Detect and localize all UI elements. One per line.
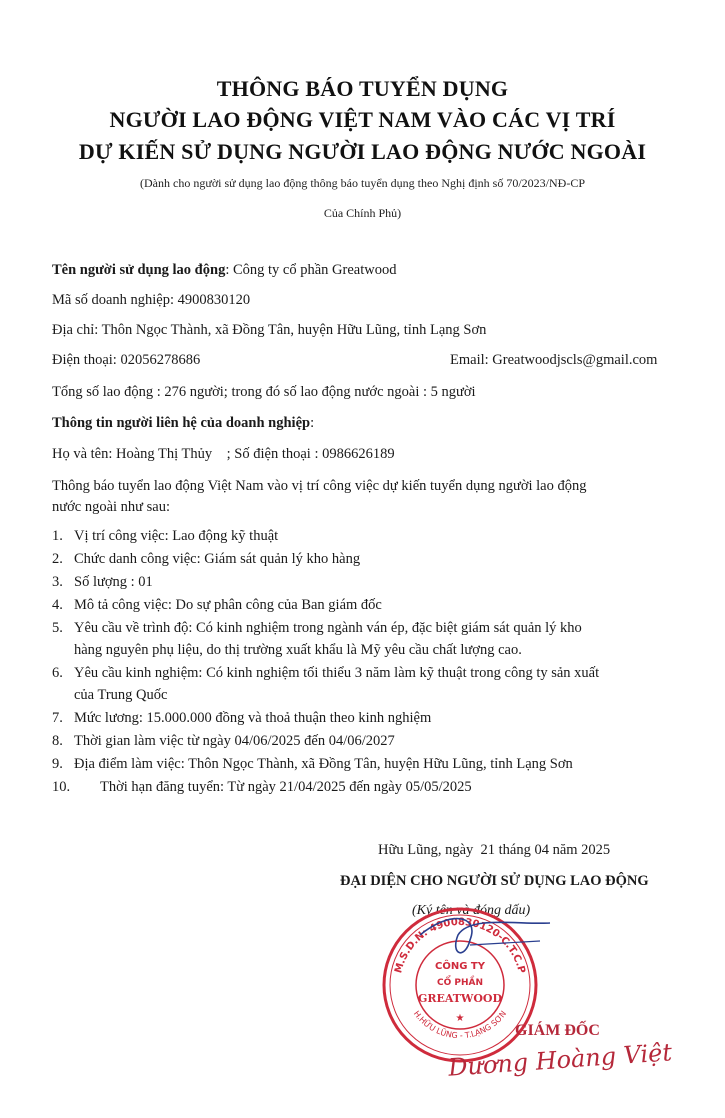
decree-note-2: Của Chính Phủ) — [323, 206, 402, 220]
contact-heading-line — [52, 415, 314, 432]
list-item-text: Chức danh công việc: Giám sát quản lý kho hàng — [74, 551, 361, 567]
list-item-continuation: hàng nguyên phụ liệu, do thị trường xuất khẩu là Mỹ yêu cầu chất lượng cao. — [74, 642, 522, 658]
list-item — [52, 597, 382, 614]
list-item-text: Địa điểm làm việc: Thôn Ngọc Thành, xã Đồng Tân, huyện Hữu Lũng, tỉnh Lạng Sơn — [74, 756, 573, 772]
list-item-number: 8. — [52, 733, 63, 749]
signer-name: Dương Hoàng Việt — [447, 1038, 673, 1082]
list-item-number: 3. — [52, 574, 63, 590]
list-item — [52, 756, 573, 773]
list-item-text: Mức lương: 15.000.000 đồng và thoả thuận theo kinh nghiệm — [74, 710, 432, 726]
sign-role: GIÁM ĐỐC — [515, 1022, 600, 1039]
list-item-text: Vị trí công việc: Lao động kỹ thuật — [74, 528, 279, 544]
list-item — [52, 528, 278, 545]
list-item — [52, 551, 360, 568]
list-item-number: 7. — [52, 710, 63, 726]
sign-date: Hữu Lũng, ngày 21 tháng 04 năm 2025 — [378, 842, 611, 858]
list-item-number: 9. — [52, 756, 63, 772]
list-item-number: 6. — [52, 665, 63, 681]
title-line-2: NGƯỜI LAO ĐỘNG VIỆT NAM VÀO CÁC VỊ TRÍ — [109, 107, 616, 132]
intro-line-2: nước ngoài như sau: — [52, 499, 171, 515]
list-item-number: 5. — [52, 620, 63, 636]
seal-line-3: GREATWOOD — [417, 992, 503, 1005]
handwritten-signature — [410, 905, 560, 975]
contact-person: Họ và tên: Hoàng Thị Thủy ; Số điện thoại : 0986626189 — [52, 446, 395, 462]
list-item — [52, 710, 431, 727]
employer-name-line — [52, 262, 396, 279]
employer-name-label: Tên người sử dụng lao động — [52, 262, 226, 278]
seal-line-2: CỔ PHẦN — [436, 978, 484, 988]
list-item-number: 1. — [52, 528, 63, 544]
sign-title: ĐẠI DIỆN CHO NGƯỜI SỬ DỤNG LAO ĐỘNG — [340, 873, 649, 889]
list-item-text: Số lượng : 01 — [74, 574, 153, 590]
list-item — [52, 779, 472, 796]
list-item-number: 10. — [52, 779, 71, 795]
list-item — [52, 733, 395, 750]
star-icon: ★ — [455, 1013, 465, 1024]
contact-heading-colon: : — [310, 415, 315, 431]
list-item-text: Thời hạn đăng tuyển: Từ ngày 21/04/2025 đến ngày 05/05/2025 — [100, 779, 472, 795]
contact-heading: Thông tin người liên hệ của doanh nghiệp — [52, 415, 311, 431]
list-item-number: 4. — [52, 597, 63, 613]
list-item-continuation: của Trung Quốc — [74, 687, 168, 703]
employer-name-value: : Công ty cổ phần Greatwood — [225, 262, 397, 278]
sign-note: (Ký tên và đóng dấu) — [412, 903, 531, 918]
tax-code: Mã số doanh nghiệp: 4900830120 — [52, 292, 251, 308]
list-item-text: Mô tả công việc: Do sự phân công của Ban giám đốc — [74, 597, 382, 613]
list-item — [52, 665, 599, 682]
decree-note-1: (Dành cho người sử dụng lao động thông báo tuyển dụng theo Nghị định số 70/2023/NĐ-CP — [140, 176, 585, 190]
phone: Điện thoại: 02056278686 — [52, 352, 201, 368]
seal-bottom-text: H.HỮU LŨNG - T.LẠNG SƠN — [411, 1009, 509, 1041]
list-item — [52, 574, 153, 591]
seal-line-1: CÔNG TY — [435, 961, 485, 972]
list-item — [52, 620, 582, 637]
seal-ring-text: M.S.D.N: 4900830120-C.T.C.P — [393, 916, 527, 975]
intro-line-1: Thông báo tuyển lao động Việt Nam vào vị trí công việc dự kiến tuyển dụng người lao động — [52, 478, 587, 494]
list-item-number: 2. — [52, 551, 63, 567]
list-item-text: Yêu cầu về trình độ: Có kinh nghiệm trong ngành ván ép, đặc biệt giám sát quản lý kho — [74, 620, 582, 636]
worker-count: Tổng số lao động : 276 người; trong đó số lao động nước ngoài : 5 người — [52, 384, 476, 400]
email: Email: Greatwoodjscls@gmail.com — [450, 352, 658, 368]
title-line-1: THÔNG BÁO TUYỂN DỤNG — [216, 76, 509, 101]
list-item-text: Yêu cầu kinh nghiệm: Có kinh nghiệm tối thiểu 3 năm làm kỹ thuật trong công ty sản xuất — [74, 665, 600, 681]
address: Địa chỉ: Thôn Ngọc Thành, xã Đồng Tân, huyện Hữu Lũng, tỉnh Lạng Sơn — [52, 322, 487, 338]
list-item-text: Thời gian làm việc từ ngày 04/06/2025 đến 04/06/2027 — [74, 733, 395, 749]
title-line-3: DỰ KIẾN SỬ DỤNG NGƯỜI LAO ĐỘNG NƯỚC NGOÀI — [78, 139, 647, 164]
